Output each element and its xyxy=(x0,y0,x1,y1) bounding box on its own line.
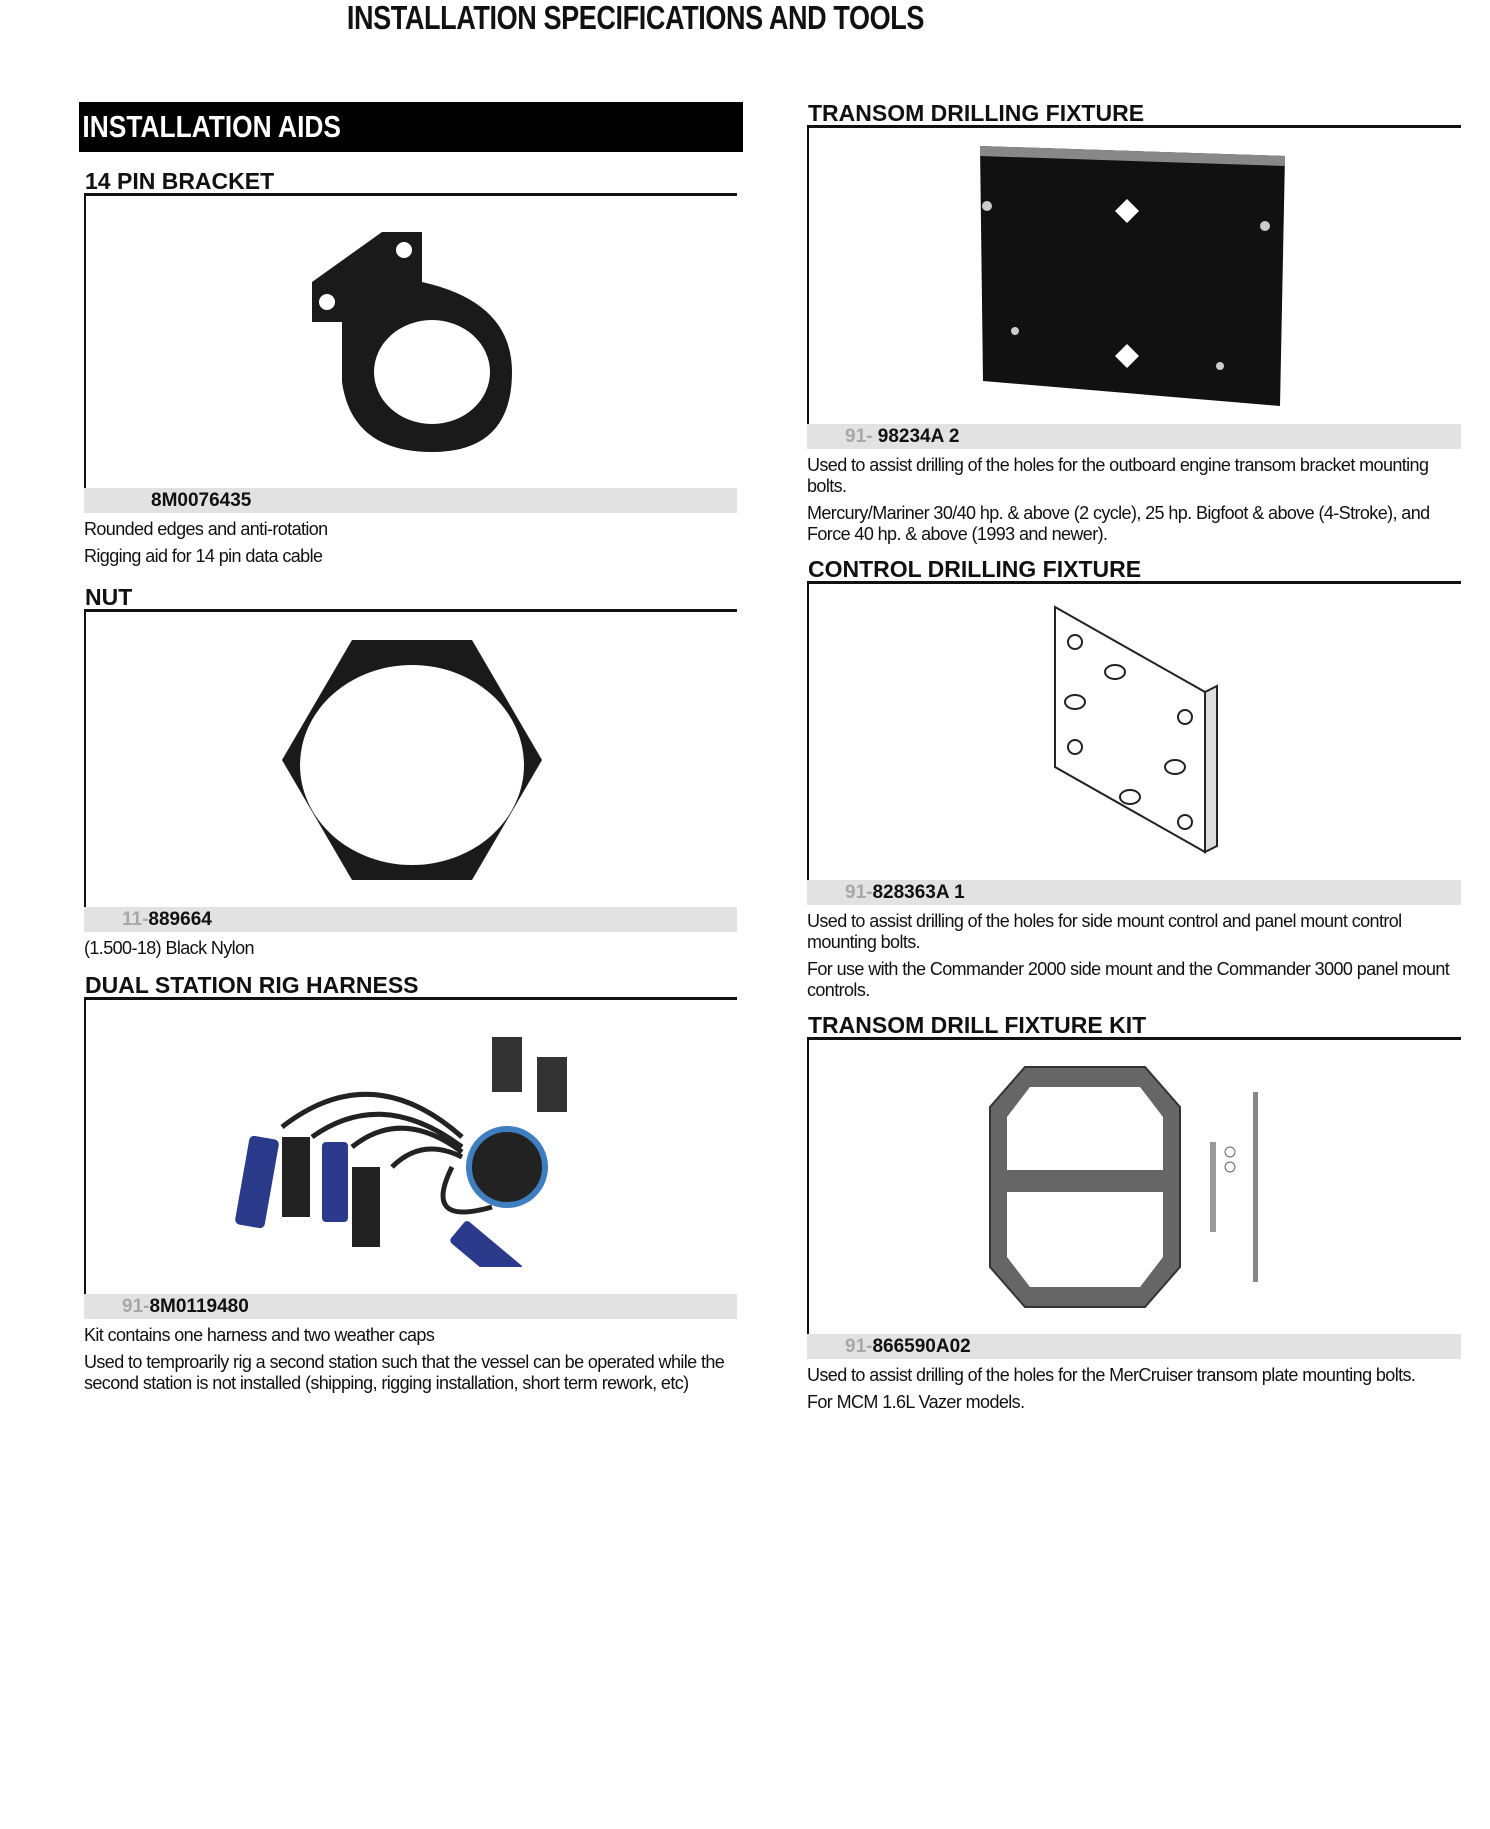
item-14-pin-bracket xyxy=(84,169,737,567)
part-number-bar xyxy=(807,880,1461,905)
product-image-transom-fixture xyxy=(807,125,1461,424)
part-number: 98234A 2 xyxy=(877,426,960,447)
product-image-fixture-kit xyxy=(807,1037,1461,1334)
item-transom-drill-fixture-kit xyxy=(807,1013,1461,1413)
description: For MCM 1.6L Vazer models. xyxy=(807,1392,1025,1412)
transom-fixture-image xyxy=(975,141,1295,411)
part-number: 828363A 1 xyxy=(872,882,965,903)
part-prefix: 11- xyxy=(122,909,149,930)
item-nut xyxy=(84,585,737,959)
description: Mercury/Mariner 30/40 hp. & above (2 cycle), 25 hp. Bigfoot & above (4-Stroke), and Force 40 hp. & above (1993 and newer). xyxy=(807,503,1430,544)
control-fixture-image xyxy=(1035,602,1235,862)
part-number-bar xyxy=(84,907,737,932)
description: Used to assist drilling of the holes for the outboard engine transom bracket mounting bolts. xyxy=(807,455,1429,496)
item-heading: NUT xyxy=(85,584,133,610)
item-heading: TRANSOM DRILLING FIXTURE xyxy=(808,100,1145,126)
part-number: 8M0076435 xyxy=(151,490,252,511)
product-image-harness xyxy=(84,997,737,1294)
product-image-control-fixture xyxy=(807,581,1461,880)
item-transom-drilling-fixture xyxy=(807,101,1461,545)
item-heading: CONTROL DRILLING FIXTURE xyxy=(808,556,1142,582)
part-number-bar xyxy=(807,424,1461,449)
part-prefix: 91- xyxy=(122,1296,150,1317)
description: (1.500-18) Black Nylon xyxy=(84,938,254,958)
part-prefix: 91- xyxy=(845,426,878,447)
bracket-image xyxy=(282,212,542,472)
item-heading: 14 PIN BRACKET xyxy=(85,168,275,194)
item-heading: TRANSOM DRILL FIXTURE KIT xyxy=(808,1012,1147,1038)
part-prefix: 91- xyxy=(845,1336,873,1357)
description: Rigging aid for 14 pin data cable xyxy=(84,546,323,566)
item-dual-station-rig-harness xyxy=(84,973,737,1394)
harness-image xyxy=(222,1027,602,1267)
description: Used to assist drilling of the holes for the MerCruiser transom plate mounting bolts. xyxy=(807,1365,1416,1385)
part-number-bar xyxy=(807,1334,1461,1359)
description: Used to temproarily rig a second station such that the vessel can be operated while the second station is not installed (shipping, rigging installation, short term rework, etc) xyxy=(84,1352,725,1393)
section-banner xyxy=(79,102,743,152)
item-control-drilling-fixture xyxy=(807,557,1461,1001)
part-number: 889664 xyxy=(148,909,212,930)
description: Kit contains one harness and two weather caps xyxy=(84,1325,435,1345)
description: Used to assist drilling of the holes for side mount control and panel mount control mounting bolts. xyxy=(807,911,1402,952)
page-title: INSTALLATION SPECIFICATIONS AND TOOLS xyxy=(346,0,925,36)
part-number-bar xyxy=(84,488,737,513)
part-number: 866590A02 xyxy=(872,1336,971,1357)
description: For use with the Commander 2000 side mount and the Commander 3000 panel mount controls. xyxy=(807,959,1450,1000)
part-prefix: 91- xyxy=(845,882,873,903)
fixture-kit-image xyxy=(985,1062,1285,1312)
description: Rounded edges and anti-rotation xyxy=(84,519,328,539)
item-heading: DUAL STATION RIG HARNESS xyxy=(85,972,419,998)
part-number-bar xyxy=(84,1294,737,1319)
product-image-nut xyxy=(84,609,737,907)
section-banner-label: INSTALLATION AIDS xyxy=(82,109,341,144)
nut-image xyxy=(272,630,552,890)
product-image-bracket xyxy=(84,193,737,488)
part-number: 8M0119480 xyxy=(149,1296,249,1317)
